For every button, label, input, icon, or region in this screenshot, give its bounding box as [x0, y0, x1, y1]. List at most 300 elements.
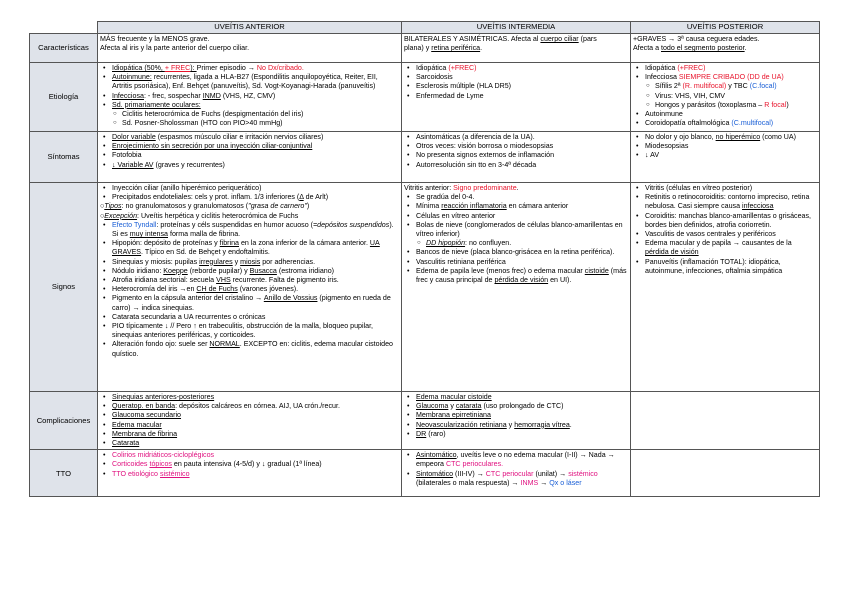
bullet-item — [112, 285, 399, 294]
text-run: Coroidopatía oftalmológica — [645, 119, 732, 128]
cell-list — [404, 133, 628, 170]
table-row — [30, 392, 820, 450]
text-run: INMS — [520, 478, 539, 487]
text-run: Koeppe — [163, 266, 188, 275]
bullet-item — [416, 92, 628, 101]
cell-posterior — [631, 34, 820, 63]
bullet-item — [645, 73, 817, 82]
text-run: y — [448, 402, 456, 411]
text-run: Virus: VHS, VIH, CMV — [655, 91, 726, 100]
bullet-item — [416, 393, 628, 402]
text-run: Sintomático — [416, 469, 454, 478]
bullet-item — [112, 92, 399, 101]
bullet-item — [645, 142, 817, 151]
sub-bullet-item — [645, 82, 817, 91]
bullet-item — [645, 110, 817, 119]
text-run: recurrente. Falta de pigmento iris. — [230, 276, 339, 285]
bullet-item — [112, 73, 399, 91]
text-run: +GRAVES → 3ª causa ceguera edades. — [633, 35, 760, 43]
text-run: recurrentes, ligada a HLA-B27 (Espondilitis anquilopoyética, Reiter, EII, Artritis psoriásica), Enf. Behçet (panuveítis), Sd. Vogt-Koyanagi-Harada (panuveítis) — [112, 73, 378, 91]
cell-list — [633, 133, 817, 161]
cell-anterior — [98, 63, 402, 132]
text-run: No Dx/cribado. — [256, 64, 304, 72]
text-line — [404, 184, 616, 193]
text-run: Infecciosa — [112, 91, 144, 100]
bullet-item — [112, 193, 399, 202]
header-posterior: UVEÍTIS POSTERIOR — [631, 22, 820, 34]
text-line — [404, 35, 616, 53]
text-run: ). Si es — [112, 220, 394, 239]
text-run: cistoide — [584, 266, 609, 275]
text-run: y — [232, 257, 241, 266]
bullet-item — [112, 340, 399, 358]
text-run: Primer episodio → — [196, 64, 257, 72]
text-run: Idiopática — [645, 64, 678, 72]
text-run: BILATERALES Y ASIMÉTRICAS. Afecta al — [404, 35, 541, 43]
bullet-item — [645, 64, 817, 73]
text-line — [100, 212, 387, 221]
text-run: PIO típicamente ↓ // Pero ↑ en trabeculitis, obstrucción de la malla, bloqueo pupilar, sinequias anteriores periféricas, y corticoides. — [112, 322, 374, 340]
bullet-item — [416, 451, 628, 469]
text-run: Neovascularización retiniana — [416, 420, 507, 429]
sub-bullet-item — [645, 92, 817, 101]
bullet-item — [112, 421, 399, 430]
bullet-item — [112, 239, 399, 257]
cell-list — [100, 64, 399, 128]
bullet-item — [416, 267, 628, 285]
text-run: DR — [416, 429, 427, 438]
text-run: ○ — [100, 202, 105, 211]
text-run: todo el segmento posterior — [661, 44, 745, 53]
text-run: (graves y recurrentes) — [153, 160, 225, 169]
text-run: pérdida de visión — [645, 248, 699, 257]
bullet-item — [112, 393, 399, 402]
text-run: Inyección ciliar (anillo hiperémico periquerático) — [112, 184, 262, 192]
text-run: Dolor variable — [112, 133, 156, 141]
text-run: Precipitados endoteliales: cels y prot. inflam. 1/3 inferiores ( — [112, 193, 300, 202]
bullet-item — [416, 64, 628, 73]
bullet-item — [112, 142, 399, 151]
text-run: + FREC — [164, 64, 191, 72]
cell-list — [404, 393, 628, 439]
text-run: : - frec, sospechar — [143, 91, 203, 100]
cell-list — [404, 184, 628, 285]
bullet-item — [112, 294, 399, 312]
text-run: ↓ AV — [645, 151, 660, 160]
text-run: (bilaterales o mala respuesta) → — [416, 478, 521, 487]
sub-bullet-item — [112, 110, 399, 119]
text-run: Tipos — [104, 202, 122, 211]
text-run: catarata — [455, 402, 482, 411]
text-run: Mínima — [416, 202, 442, 211]
bullet-item — [112, 313, 399, 322]
text-run: Glaucoma secundario — [112, 411, 182, 420]
text-run: (varones jóvenes). — [237, 285, 299, 294]
bullet-item — [112, 402, 399, 411]
text-run: Queratop. en banda — [112, 402, 176, 411]
text-run: . — [516, 184, 519, 192]
text-run: Asintomático — [416, 451, 457, 460]
text-run: (más frec y causa principal de — [416, 266, 627, 285]
text-run: Esclerosis múltiple (HLA DR5) — [416, 82, 512, 91]
text-run: . — [569, 420, 572, 429]
bullet-item — [112, 184, 399, 193]
text-run: (pars plana) y — [404, 35, 597, 53]
bullet-item — [416, 82, 628, 91]
text-run: Bolas de nieve (conglomerados de células blanco-amarillentas en vítreo inferior) — [416, 220, 623, 239]
cell-list — [404, 64, 628, 101]
text-run: en la zona inferior de la cámara anterior. — [239, 239, 370, 248]
text-run: Sífilis 2ª — [655, 82, 683, 91]
text-run: (unilat) → — [533, 469, 569, 478]
cell-posterior — [631, 132, 820, 183]
cell-list — [633, 64, 817, 128]
text-run: VHS — [216, 276, 231, 285]
text-run: INMD — [202, 91, 221, 100]
cell-list — [100, 451, 399, 479]
row-label: Complicaciones — [30, 392, 98, 450]
text-run: Afecta al iris y la parte anterior del cuerpo ciliar. — [100, 44, 250, 53]
bullet-item — [416, 202, 628, 211]
cell-anterior — [98, 34, 402, 63]
cell-intermedia — [402, 63, 631, 132]
uveitis-comparison-table — [29, 21, 820, 497]
cell-list — [100, 133, 399, 170]
bullet-item — [416, 430, 628, 439]
bullet-item — [112, 460, 399, 469]
text-run: tópicos — [149, 460, 172, 469]
text-run: Vitritis anterior: — [404, 184, 454, 192]
bullet-item — [416, 221, 628, 239]
text-run: (C.focal) — [749, 82, 777, 91]
cell-list — [404, 451, 628, 488]
cell-list — [100, 393, 399, 448]
text-run: forma malla de fibrina. — [168, 230, 241, 239]
text-run: ) — [786, 100, 789, 109]
text-run: Hongos y parásitos (toxoplasma – — [655, 100, 765, 109]
cell-intermedia — [402, 392, 631, 450]
text-run: → — [538, 478, 550, 487]
text-run: en cámara anterior — [506, 202, 569, 211]
text-run: Vasculitis de vasos centrales y periféricos — [645, 230, 776, 239]
text-run: Sd. primariamente oculares: — [112, 100, 201, 109]
text-run: Se gradúa del 0-4. — [416, 193, 475, 202]
bullet-item — [112, 64, 399, 73]
text-run: (+FREC) — [677, 64, 706, 72]
table-row — [30, 132, 820, 183]
text-run: Alteración fondo ojo: suele ser — [112, 340, 210, 349]
text-run: ↓ Variable AV — [112, 160, 154, 169]
text-run: Fotofobia — [112, 151, 142, 160]
bullet-item — [645, 239, 817, 257]
text-run: en pauta intensiva (4-5/d) y ↓ gradual (1ª línea) — [171, 460, 322, 469]
text-run: inyección ciliar-conjuntival — [230, 142, 313, 151]
text-run: R focal — [764, 100, 787, 109]
text-run: por adherencias. — [260, 257, 316, 266]
text-run: Catarata secundaria a UA recurrentes o crónicas — [112, 312, 266, 321]
bullet-item — [645, 184, 817, 193]
text-run: Atrofia iridiana sectorial: secuela — [112, 276, 217, 285]
bullet-item — [416, 133, 628, 142]
row-label: Síntomas — [30, 132, 98, 183]
text-run: irregulares — [199, 257, 233, 266]
bullet-item — [416, 212, 628, 221]
header-row — [30, 22, 820, 34]
text-run: Infecciosa — [645, 73, 679, 82]
text-line — [100, 44, 387, 53]
text-run: fibrina — [219, 239, 239, 248]
text-run: Edema macular cistoide — [416, 393, 492, 401]
table-row — [30, 34, 820, 63]
text-run: (C.multifocal) — [731, 119, 774, 128]
text-run: Bancos de nieve (placa blanco-grisácea en la retina periférica). — [416, 248, 615, 257]
bullet-item — [416, 142, 628, 151]
text-run: : proteínas y céls suspendidas en humor acuoso ( — [156, 220, 313, 229]
bullet-item — [416, 402, 628, 411]
cell-intermedia — [402, 132, 631, 183]
text-run: Qx o láser — [549, 478, 582, 487]
sub-bullet-item — [416, 239, 628, 248]
text-run: ) — [306, 202, 310, 211]
text-run: Colirios midriáticos-cicloplégicos — [112, 451, 215, 460]
text-run: Δ — [299, 193, 304, 202]
text-run: Membrana epirretiniana — [416, 411, 491, 420]
table-body — [30, 34, 820, 497]
sub-bullet-item — [112, 119, 399, 128]
text-run: Catarata — [112, 439, 140, 448]
text-run: =depósitos suspendidos — [312, 220, 390, 229]
text-run: Signo predominante — [453, 184, 517, 192]
text-run: hemorragia vítrea — [514, 420, 570, 429]
sub-bullet-item — [645, 101, 817, 110]
text-run: de Arlt) — [303, 193, 329, 202]
text-run: UA GRAVES — [112, 239, 380, 257]
text-run: reacción inflamatoria — [441, 202, 507, 211]
text-run: . — [480, 44, 483, 53]
text-run: Panuveítis (inflamación TOTAL): idiopática, autoinmune, infecciones, oftalmia simpática — [645, 257, 783, 275]
text-run: Ciclitis heterocrómica de Fuchs (despigmentación del iris) — [122, 110, 304, 119]
text-run: infecciosa — [742, 202, 774, 211]
cell-list — [100, 184, 399, 359]
text-run: TTO etiológico — [112, 469, 160, 478]
cell-list — [633, 35, 817, 53]
text-run: (estroma iridiano) — [276, 266, 335, 275]
text-run: "grasa de carnero" — [248, 202, 307, 211]
cell-intermedia — [402, 183, 631, 392]
cell-anterior — [98, 132, 402, 183]
bullet-item — [416, 421, 628, 430]
text-run: (+FREC) — [448, 64, 477, 72]
text-run: Glaucoma — [416, 402, 449, 411]
bullet-item — [112, 151, 399, 160]
text-run: Autoinmune: — [112, 73, 152, 82]
bullet-item — [416, 258, 628, 267]
text-run: (VHS, HZ, CMV) — [220, 91, 276, 100]
text-run: Autoinmune — [645, 110, 683, 119]
text-run: y TBC — [726, 82, 750, 91]
row-label: TTO — [30, 450, 98, 497]
corner-cell — [30, 22, 98, 34]
bullet-item — [112, 470, 399, 479]
row-label: Signos — [30, 183, 98, 392]
text-run: Vitritis (células en vítreo posterior) — [645, 184, 753, 192]
cell-intermedia — [402, 450, 631, 497]
bullet-item — [112, 221, 399, 239]
cell-posterior — [631, 63, 820, 132]
text-run: Sarcoidosis — [416, 73, 453, 82]
text-run: CTC perioculares. — [445, 460, 504, 469]
text-line — [100, 202, 387, 211]
text-run: Idiopática (50%, — [112, 64, 165, 72]
bullet-item — [645, 151, 817, 160]
cell-anterior — [98, 183, 402, 392]
bullet-item — [645, 193, 817, 211]
row-label: Etiología — [30, 63, 98, 132]
text-run: (espasmos músculo ciliar e irritación nervios ciliares) — [155, 133, 324, 141]
text-run: (uso prolongado de CTC) — [481, 402, 564, 411]
text-run: Heterocromía del iris →en — [112, 285, 197, 294]
bullet-item — [112, 267, 399, 276]
text-run: Miodesopsias — [645, 142, 689, 151]
text-run: No presenta signos externos de inflamación — [416, 151, 555, 160]
cell-posterior — [631, 450, 820, 497]
text-run: Vasculitis retiniana periférica — [416, 257, 506, 266]
cell-posterior — [631, 392, 820, 450]
cell-posterior — [631, 183, 820, 392]
text-run: Sinequias anteriores-posteriores — [112, 393, 215, 401]
bullet-item — [645, 212, 817, 230]
text-run: Células en vítreo anterior — [416, 211, 496, 220]
bullet-item — [645, 258, 817, 276]
text-run: Anillo de Vossius — [263, 294, 318, 303]
bullet-item — [416, 248, 628, 257]
text-run: : no confluyen. — [465, 239, 512, 248]
text-run: : no granulomatosos y granulomatosos ( — [121, 202, 249, 211]
text-run: sistémico — [568, 469, 598, 478]
text-run: ): — [190, 64, 197, 72]
cell-anterior — [98, 392, 402, 450]
text-run: Enfermedad de Lyme — [416, 91, 484, 100]
comparison-document — [29, 21, 819, 497]
text-run: pérdida de visión — [494, 276, 549, 285]
bullet-item — [112, 276, 399, 285]
text-run: Membrana de fibrina — [112, 429, 178, 438]
text-line — [633, 35, 805, 44]
text-run: Sd. Posner-Sholossman (HTO con PIO>40 mmHg) — [122, 119, 283, 128]
bullet-item — [112, 439, 399, 448]
text-run: retina periférica — [431, 44, 481, 53]
cell-intermedia — [402, 34, 631, 63]
table-row — [30, 183, 820, 392]
text-run: Pigmento en la cápsula anterior del cristalino → — [112, 294, 264, 303]
text-run: y — [506, 420, 515, 429]
text-run: miosis — [240, 257, 261, 266]
text-run: Corticoides — [112, 460, 150, 469]
text-run: CH de Fuchs — [196, 285, 238, 294]
text-run: (III-IV) → — [453, 469, 486, 478]
text-run: (reborde pupilar) y — [187, 266, 250, 275]
text-run: muy intensa — [129, 230, 168, 239]
text-run: Busacca — [249, 266, 277, 275]
text-run: Idiopática — [416, 64, 449, 72]
bullet-item — [416, 73, 628, 82]
text-run: Otros veces: visión borrosa o miodesopsias — [416, 142, 554, 151]
bullet-item — [112, 322, 399, 340]
text-run: (como UA) — [760, 133, 797, 141]
bullet-item — [112, 133, 399, 142]
text-line — [100, 35, 387, 44]
cell-list — [100, 35, 399, 53]
text-run: Afecta a — [633, 44, 661, 53]
bullet-item — [112, 101, 399, 110]
text-run: Coroiditis: manchas blanco-amarillentas o grisáceas, bordes bien definidos, atrofia coriorretin. — [645, 211, 811, 229]
bullet-item — [112, 161, 399, 170]
text-run: Retinitis o retinocoroiditis: contorno impreciso, retina nebulosa. Casi siempre causa — [645, 193, 810, 211]
text-run: CTC periocular — [485, 469, 534, 478]
text-run: Excepción — [104, 211, 138, 220]
text-run: : Uveítis herpética y ciclitis heterocrómica de Fuchs — [137, 211, 299, 220]
text-run: No dolor y ojo blanco, — [645, 133, 716, 141]
text-run: Edema de papila leve (menos frec) o edema macular — [416, 266, 585, 275]
text-run: Nódulo iridiano: — [112, 266, 164, 275]
bullet-item — [112, 411, 399, 420]
cell-anterior — [98, 450, 402, 497]
bullet-item — [112, 451, 399, 460]
bullet-item — [645, 133, 817, 142]
text-run: sistémico — [159, 469, 190, 478]
bullet-item — [416, 193, 628, 202]
bullet-item — [112, 430, 399, 439]
text-run: NORMAL — [209, 340, 240, 349]
bullet-item — [645, 230, 817, 239]
text-run: (raro) — [426, 429, 446, 438]
text-run: Asintomáticas (a diferencia de la UA). — [416, 133, 535, 141]
text-run: . EXCEPTO en: ciclitis, edema macular cistoideo quístico. — [112, 340, 393, 358]
bullet-item — [645, 119, 817, 128]
bullet-item — [416, 470, 628, 488]
text-run: MÁS frecuente y la MENOS grave. — [100, 35, 210, 43]
bullet-item — [112, 258, 399, 267]
text-line — [633, 44, 805, 53]
bullet-item — [416, 161, 628, 170]
header-anterior: UVEÍTIS ANTERIOR — [98, 22, 402, 34]
text-run: . — [744, 44, 747, 53]
text-run: Hipopión: depósito de proteínas y — [112, 239, 220, 248]
text-run: en UI). — [548, 276, 572, 285]
bullet-item — [416, 151, 628, 160]
text-run: : depósitos calcáreos en córnea. AIJ, UA crón./recur. — [175, 402, 340, 411]
text-run: SIEMPRE CRIBADO (DD de UA) — [678, 73, 784, 82]
text-run: (R. multifocal) — [682, 82, 727, 91]
table-row — [30, 450, 820, 497]
text-run: DD hipopión — [426, 239, 466, 248]
text-run: Edema macular — [112, 420, 162, 429]
table-row — [30, 63, 820, 132]
text-run: (pigmento en rueda de carro) → indica sinequias. — [112, 294, 391, 312]
text-run: ○ — [100, 211, 105, 220]
text-run: , uveítis leve o no edema macular (I-II) → Nada → empeora — [416, 451, 615, 469]
header-intermedia: UVEÍTIS INTERMEDIA — [402, 22, 631, 34]
text-run: no hiperémico — [715, 133, 761, 141]
text-run: Sinequias y miosis: pupilas — [112, 257, 200, 266]
cell-list — [633, 184, 817, 276]
text-run: Efecto Tyndall — [112, 220, 157, 229]
bullet-item — [416, 411, 628, 420]
text-run: Enrojecimiento sin secreción por una — [112, 142, 231, 151]
text-run: cuerpo ciliar — [540, 35, 579, 43]
cell-list — [404, 35, 628, 53]
row-label: Características — [30, 34, 98, 63]
